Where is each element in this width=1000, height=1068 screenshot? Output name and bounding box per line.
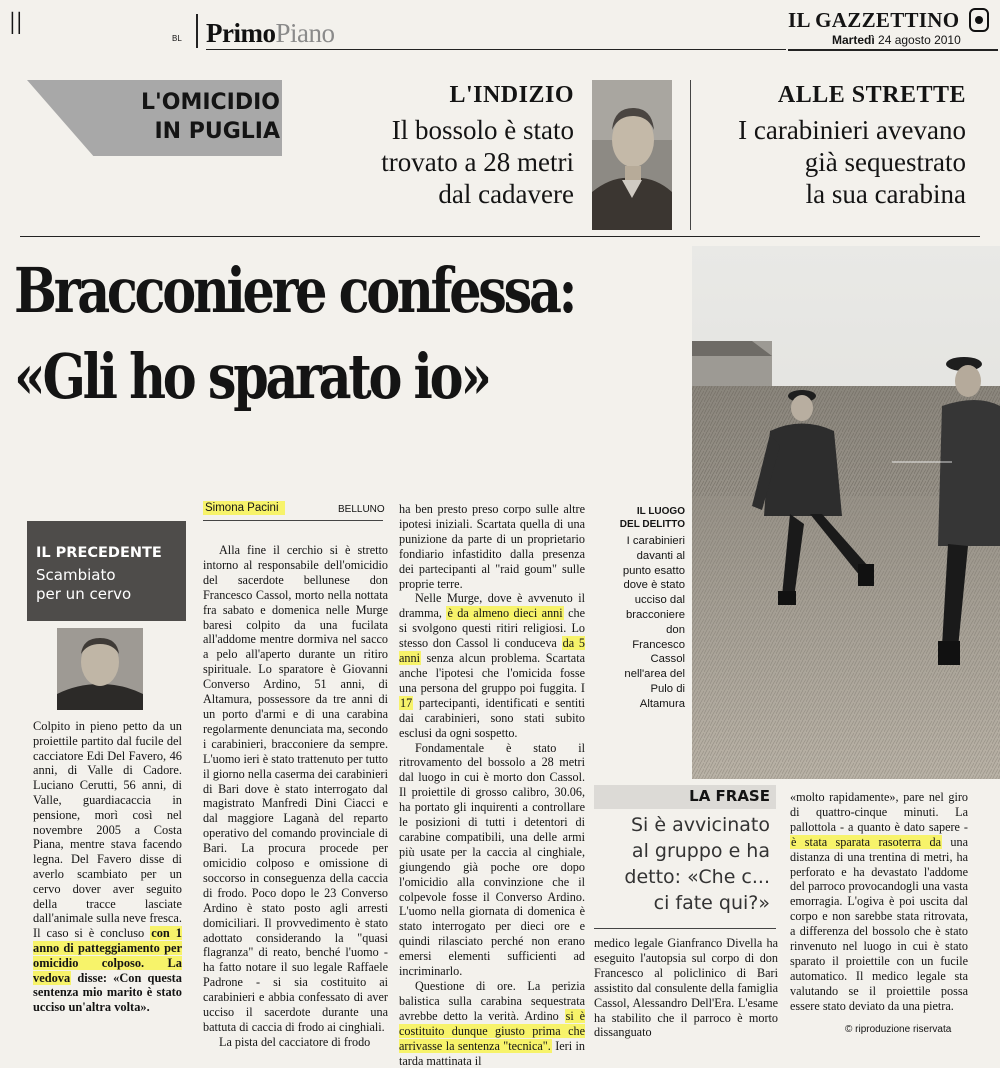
col2-paragraph-3: Fondamentale è stato il ritrovamento del bossolo a 28 metri dal luogo in cui è morto don Cassol. Il proiettile di grosso calibro, 30.06, ha portato gli inquirenti a controllare le posizioni di tutti i detentori di carabine compatibili, una delle armi più usate per la caccia al cinghiale, giungendo già poche ore dopo l'omicidio alla convinzione che il colpevole fosse il Converso Ardino. L'uomo nella giornata di domenica è stato interrogato per dieci ore e quindi rilasciato perché non erano emersi elementi sufficienti ad incriminarlo. bbox=[399, 740, 585, 979]
headline-line-2: «Gli ho sparato io» bbox=[14, 340, 489, 413]
top-section-rule bbox=[20, 236, 980, 237]
issue-date bbox=[832, 33, 961, 47]
indizio-line-1: Il bossolo è stato bbox=[391, 115, 574, 145]
precedente-title-2: per un cervo bbox=[36, 585, 132, 603]
frase-line-3: detto: «Che c... bbox=[624, 866, 770, 888]
indizio-line-3: dal cadavere bbox=[438, 179, 574, 209]
strette-line-3: la sua carabina bbox=[805, 179, 966, 209]
col2-p2-a: Nelle Murge, dove è avvenuto il dramma, bbox=[399, 591, 585, 621]
col4-text-a: «molto rapidamente», pare nel giro di quattro-cinque minuti. La pallottola - a quanto è dato sapere - bbox=[790, 790, 968, 834]
frase-bottom-rule bbox=[594, 928, 776, 929]
section-rule-left bbox=[196, 14, 198, 48]
masthead-logo-icon bbox=[968, 8, 990, 32]
frase-line-2: al gruppo e ha bbox=[631, 840, 770, 862]
indizio-divider bbox=[690, 80, 691, 230]
precedente-kicker: IL PRECEDENTE bbox=[36, 545, 162, 561]
article-column-3: medico legale Gianfranco Divella ha eseguito l'autopsia sul corpo di don Francesco al policlinico di Bari assistito dal consulente della famiglia Cassol, Alessandro Dell'Era. L'esame ha stabilito che il parroco è morto dissanguato bbox=[594, 936, 778, 1040]
precedente-title bbox=[36, 566, 131, 604]
col2-p2-d: partecipanti, identificati e sentiti dai carabinieri, sono stati subito esclusi da ogni sospetto. bbox=[399, 695, 585, 740]
issue-date-rest: 24 agosto 2010 bbox=[878, 33, 961, 47]
col2-paragraph-4 bbox=[399, 979, 585, 1068]
byline-rule bbox=[203, 520, 383, 521]
strette-text bbox=[695, 114, 966, 210]
masthead-rule-right bbox=[788, 49, 998, 51]
precedente-photo bbox=[57, 628, 143, 710]
victim-photo bbox=[592, 80, 672, 230]
precedente-quote: disse: «Con questa sentenza mio marito è stato ucciso un'altra volta». bbox=[33, 970, 182, 1015]
section-title-piano: Piano bbox=[275, 18, 335, 48]
col2-p2-c: senza alcun problema. Scartata anche l'ipotesi che l'omicida fosse una persona del gruppo poi fuggita. I bbox=[399, 651, 585, 695]
byline-author bbox=[203, 502, 285, 514]
col1-paragraph-2: La pista del cacciatore di frodo bbox=[219, 1034, 371, 1049]
byline-place: BELLUNO bbox=[338, 504, 385, 515]
col4-text-b: una distanza di una trentina di metri, ha perforato e ha devastato l'addome del parroco provocandogli una vasta emorragia. L'ogiva è poi uscita dal corpo e non sarebbe stata ritrovata, a differenza del bossolo che è stato rinvenuto nel luogo in cui è stato sparato il proiettile con un fucile automatico. Il medico legale sta valutando se il proiettile possa essere stato deviato da una pietra. bbox=[790, 834, 968, 1013]
precedente-body bbox=[33, 719, 182, 1015]
frase-line-1: Si è avvicinato bbox=[630, 814, 770, 836]
caption-title-2: DEL DELITTO bbox=[619, 519, 685, 530]
col2-p4-b: Ieri in tarda mattinata il bbox=[399, 1038, 585, 1068]
caption-text: I carabinieri davanti al punto esatto dove è stato ucciso dal bracconiere don Francesco Cassol nell'area del Pulo di Altamura bbox=[622, 535, 685, 710]
frase-line-4: ci fate qui?» bbox=[653, 892, 770, 914]
col2-paragraph-2 bbox=[399, 591, 585, 740]
article-column-1 bbox=[203, 543, 388, 1050]
page-number: II bbox=[8, 7, 22, 42]
precedente-title-1: Scambiato bbox=[36, 566, 116, 584]
col2-highlight-1: è da almeno dieci anni bbox=[447, 606, 563, 621]
precedente-highlight-text: con 1 anno di patteggiamento per omicidio colposo. La vedova bbox=[33, 926, 182, 985]
precedente-body-text: Colpito in pieno petto da un proiettile partito dal fucile del cacciatore Edi Del Favero, 46 anni, di Valle di Cadore. Luciano Cerutti, 56 anni, di Valle, guardiacaccia in pensione, morì così nel novembre 2005 a Costa Piana, mentre stava facendo legna. Del Favero disse di averlo scambiato per un cervo dover aver seguito della tracce lasciate dall'animale sulla neve fresca. Il caso si è concluso bbox=[33, 719, 182, 941]
topic-label bbox=[100, 88, 280, 146]
col2-highlight-4: si è costituito dunque giusto prima che arrivasse la sentenza "tecnica". bbox=[399, 1008, 585, 1053]
col4-highlight: è stata sparata rasoterra da bbox=[791, 834, 941, 849]
col2-highlight-3: 17 bbox=[400, 695, 413, 710]
section-title bbox=[206, 18, 335, 48]
col2-p2-b: che si svolgono questi ritiri religiosi. Lo stesso don Cassol li conduceva bbox=[399, 606, 586, 651]
strette-kicker: ALLE STRETTE bbox=[777, 82, 966, 108]
headline bbox=[14, 248, 574, 420]
section-code: BL bbox=[172, 34, 182, 43]
masthead-rule bbox=[206, 49, 786, 50]
photo-caption bbox=[590, 505, 685, 712]
strette-line-1: I carabinieri avevano bbox=[738, 115, 966, 145]
byline-author-mark: Simona Pacini bbox=[203, 501, 285, 515]
headline-line-1: Bracconiere confessa: bbox=[14, 254, 575, 327]
section-title-primo: Primo bbox=[206, 18, 276, 48]
indizio-kicker: L'INDIZIO bbox=[449, 82, 574, 108]
topic-line-1: L'OMICIDIO bbox=[140, 90, 280, 115]
copyright: © riproduzione riservata bbox=[845, 1024, 952, 1035]
col2-p4-a: Questione di ore. La perizia balistica sulla carabina sequestrata avrebbe detto la verità. Ardino bbox=[399, 979, 585, 1023]
caption-title-1: IL LUOGO bbox=[636, 506, 685, 517]
indizio-line-2: trovato a 28 metri bbox=[381, 147, 574, 177]
indizio-text bbox=[300, 114, 574, 210]
frase-kicker: LA FRASE bbox=[689, 787, 770, 805]
col1-paragraph-1: Alla fine il cerchio si è stretto intorno al responsabile dell'omicidio del sacerdote bellunese don Francesco Cassol, morto nella nottata fra sabato e domenica nelle Murge baresi colpito da una fucilata all'addome mentre dormiva nel sacco a pelo all'aperto durante un ritiro spirituale. Lo sparatore è Giovanni Converso Ardino, 51 anni, di Altamura, possessore da tre anni di un porto d'armi e di una carabina regolarmente denunciata ma, secondo i carabinieri, bracconiere da sempre. L'uomo ieri è stato trattenuto per tutto il giorno nella caserma dei carabinieri di Bari dove è stato interrogato dal magistrato Manfredi Dini Ciacci e dal maggiore Laganà del reparto operativo del comando provinciale di Bari. La procura procede per omicidio colposo e omissione di soccorso in conseguenza della caccia di frodo. Poco dopo le 23 Converso Ardino è stato posto agli arresti domiciliari. Il provvedimento è stato adottato considerando la "quasi flagranza" di reato, benché l'uomo - ha fatto notare il suo legale Raffaele Padrone - si sia costituito ai carabinieri e abbia confessato di aver ucciso il sacerdote durante una battuta di caccia di frodo ai cinghiali. bbox=[203, 543, 388, 1034]
article-column-4 bbox=[790, 790, 968, 1014]
col2-highlight-2: da 5 anni bbox=[399, 636, 585, 666]
strette-line-2: già sequestrato bbox=[804, 147, 966, 177]
article-column-2 bbox=[399, 502, 585, 1068]
crime-scene-photo bbox=[692, 246, 1000, 779]
col2-paragraph-1: ha ben presto preso corpo sulle altre ipotesi iniziali. Scartata quella di una punizione da parte di un proprietario fondiario infastidito dalla presenza dei partecipanti al "raid goum" sulle proprie terre. bbox=[399, 502, 585, 591]
masthead-title: IL GAZZETTINO bbox=[788, 8, 960, 32]
frase-quote bbox=[594, 812, 776, 916]
topic-line-2: IN PUGLIA bbox=[154, 119, 280, 144]
issue-date-day: Martedì bbox=[832, 33, 875, 47]
